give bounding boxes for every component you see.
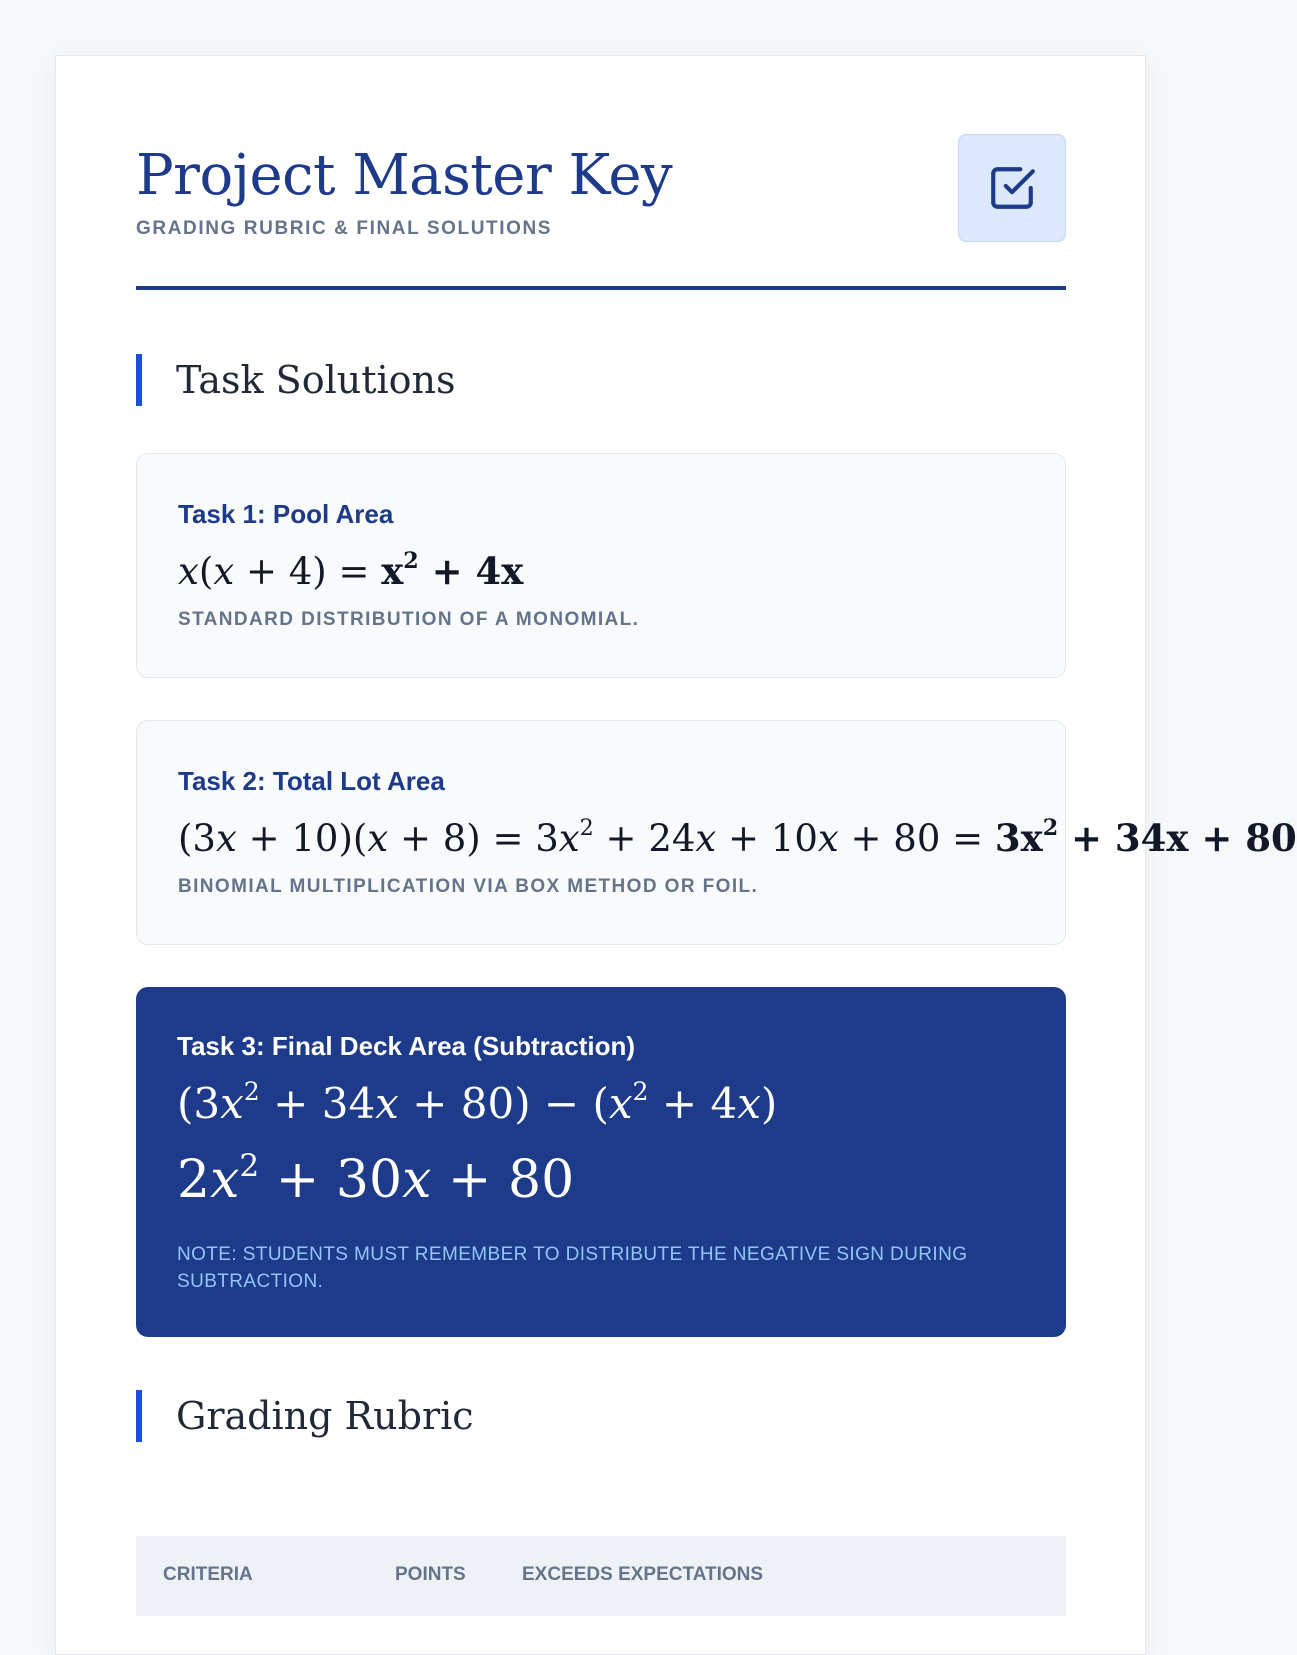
rubric-column-exceeds: EXCEEDS EXPECTATIONS [522, 1564, 764, 1585]
rubric-column-criteria: CRITERIA [163, 1564, 253, 1585]
task-card-1 [136, 453, 1066, 678]
task-expression: $(3x + 10)(x + 8) = 3x^2 + 24x + 10x + 80 = 3x^2 + 34x + 80$ [178, 815, 1297, 860]
page-subtitle: GRADING RUBRIC & FINAL SOLUTIONS [136, 218, 553, 239]
task-card-2 [136, 720, 1297, 945]
task-caption: STANDARD DISTRIBUTION OF A MONOMIAL. [178, 609, 640, 630]
rubric-table-header [136, 1536, 1066, 1616]
page-title: Project Master Key [136, 143, 673, 208]
section-title: Task Solutions [176, 358, 456, 402]
task-label: Task 1: Pool Area [178, 499, 394, 529]
task-expression: $(3x^2 + 34x + 80) - (x^2 + 4x)$ [177, 1077, 778, 1128]
section-heading-grading-rubric [136, 1390, 474, 1442]
task-expression: $x(x + 4) = x^2 + 4x$ [178, 548, 524, 593]
checkbox-check-icon [958, 134, 1066, 242]
rubric-column-points: POINTS [395, 1564, 466, 1585]
task-result: $2x^2 + 30x + 80$ [177, 1147, 575, 1210]
section-title: Grading Rubric [176, 1394, 474, 1438]
master-key-sheet [55, 55, 1297, 1655]
task-note: NOTE: STUDENTS MUST REMEMBER TO DISTRIBUTE THE NEGATIVE SIGN DURING SUBTRACTION. [177, 1244, 968, 1292]
task-label: Task 2: Total Lot Area [178, 766, 445, 796]
header-divider [136, 286, 1066, 290]
section-heading-task-solutions [136, 354, 455, 406]
task-label: Task 3: Final Deck Area (Subtraction) [177, 1031, 636, 1061]
task-caption: BINOMIAL MULTIPLICATION VIA BOX METHOD OR FOIL. [178, 876, 759, 897]
task-card-3-highlight [136, 987, 1066, 1337]
